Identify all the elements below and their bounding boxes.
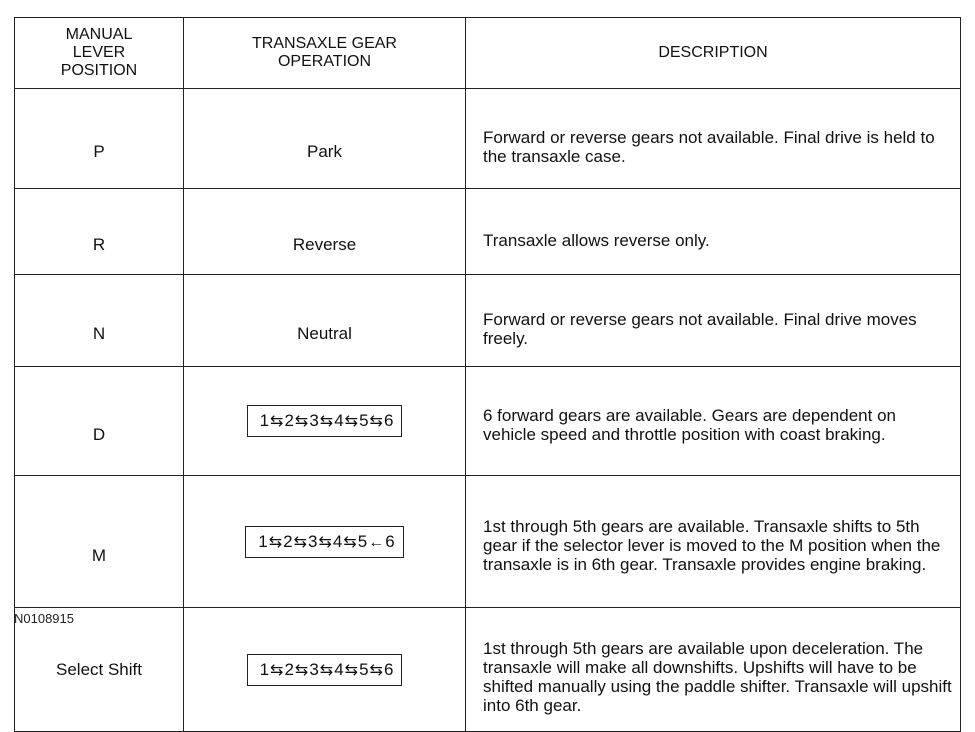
gear-number: 6 — [385, 531, 395, 551]
header-row — [15, 18, 961, 89]
gear-number: 4 — [334, 411, 344, 430]
description-cell: Forward or reverse gears not available. Final drive is held to the transaxle case. — [466, 89, 961, 189]
gear-number: 1 — [258, 531, 268, 551]
table-row — [15, 367, 961, 476]
gear-operation-cell — [184, 367, 466, 476]
description-cell: Transaxle allows reverse only. — [466, 189, 961, 275]
gear-number: 6 — [383, 411, 394, 430]
shift-arrow-icon: ⇆ — [369, 661, 383, 679]
gear-number: 5 — [359, 659, 369, 679]
gear-sequence-box — [247, 654, 403, 686]
downshift-arrow-icon: ← — [368, 533, 385, 551]
shift-arrow-icon: ⇆ — [369, 413, 383, 430]
lever-position-cell: N — [15, 275, 184, 367]
gear-operation-cell — [184, 476, 466, 608]
gear-sequence-box — [247, 405, 403, 437]
gear-number: 1 — [259, 659, 270, 679]
description-cell: 1st through 5th gears are available. Transaxle shifts to 5th gear if the selector lever is moved to the M position when the transaxle is in 6th gear. Transaxle provides engine braking. — [466, 476, 961, 608]
lever-position-cell: D — [15, 367, 184, 476]
table-row — [15, 189, 961, 275]
description-cell: Forward or reverse gears not available. Final drive moves freely. — [466, 275, 961, 367]
gear-number: 4 — [334, 659, 344, 679]
gear-sequence-box — [245, 526, 403, 558]
gear-operation-cell: Neutral — [184, 275, 466, 367]
shift-arrow-icon: ⇆ — [294, 661, 309, 679]
gear-operation-cell: Park — [184, 89, 466, 189]
gear-number: 3 — [309, 411, 319, 430]
lever-position-cell: M — [15, 476, 184, 608]
shift-arrow-icon: ⇆ — [293, 533, 308, 551]
shift-arrow-icon: ⇆ — [270, 661, 284, 679]
gear-number: 2 — [284, 411, 294, 430]
shift-arrow-icon: ⇆ — [270, 413, 284, 430]
shift-arrow-icon: ⇆ — [344, 661, 359, 679]
shift-arrow-icon: ⇆ — [318, 533, 332, 551]
table-row — [15, 89, 961, 189]
table-row — [15, 608, 961, 732]
shift-arrow-icon: ⇆ — [268, 533, 283, 551]
header-gear-operation: TRANSAXLE GEAR OPERATION — [184, 18, 466, 89]
gear-number: 5 — [359, 411, 369, 430]
gear-number: 4 — [332, 531, 343, 551]
shift-arrow-icon: ⇆ — [344, 413, 359, 430]
gear-number: 1 — [259, 411, 270, 430]
lever-position-cell: Select Shift — [15, 608, 184, 732]
figure-id-label: N0108915 — [14, 611, 74, 626]
description-cell: 6 forward gears are available. Gears are dependent on vehicle speed and throttle position with coast braking. — [466, 367, 961, 476]
shift-arrow-icon: ⇆ — [319, 413, 334, 430]
shift-arrow-icon: ⇆ — [294, 413, 309, 430]
gear-operation-cell — [184, 608, 466, 732]
gear-number: 5 — [357, 531, 368, 551]
gear-number: 6 — [383, 659, 394, 679]
gear-operation-cell: Reverse — [184, 189, 466, 275]
lever-position-cell: R — [15, 189, 184, 275]
header-lever-position: MANUAL LEVER POSITION — [15, 18, 184, 89]
gear-number: 3 — [309, 659, 319, 679]
gear-number: 2 — [284, 659, 294, 679]
gear-number: 2 — [283, 531, 293, 551]
description-cell: 1st through 5th gears are available upon deceleration. The transaxle will make all downshifts. Upshifts will have to be shifted manually using the paddle shifter. Transaxle will upshift into 6th gear. — [466, 608, 961, 732]
gear-number: 3 — [308, 531, 318, 551]
table-row — [15, 476, 961, 608]
table-row — [15, 275, 961, 367]
header-description: DESCRIPTION — [466, 18, 961, 89]
shift-arrow-icon: ⇆ — [319, 661, 334, 679]
transaxle-gear-table — [14, 17, 961, 732]
lever-position-cell: P — [15, 89, 184, 189]
shift-arrow-icon: ⇆ — [343, 533, 357, 551]
